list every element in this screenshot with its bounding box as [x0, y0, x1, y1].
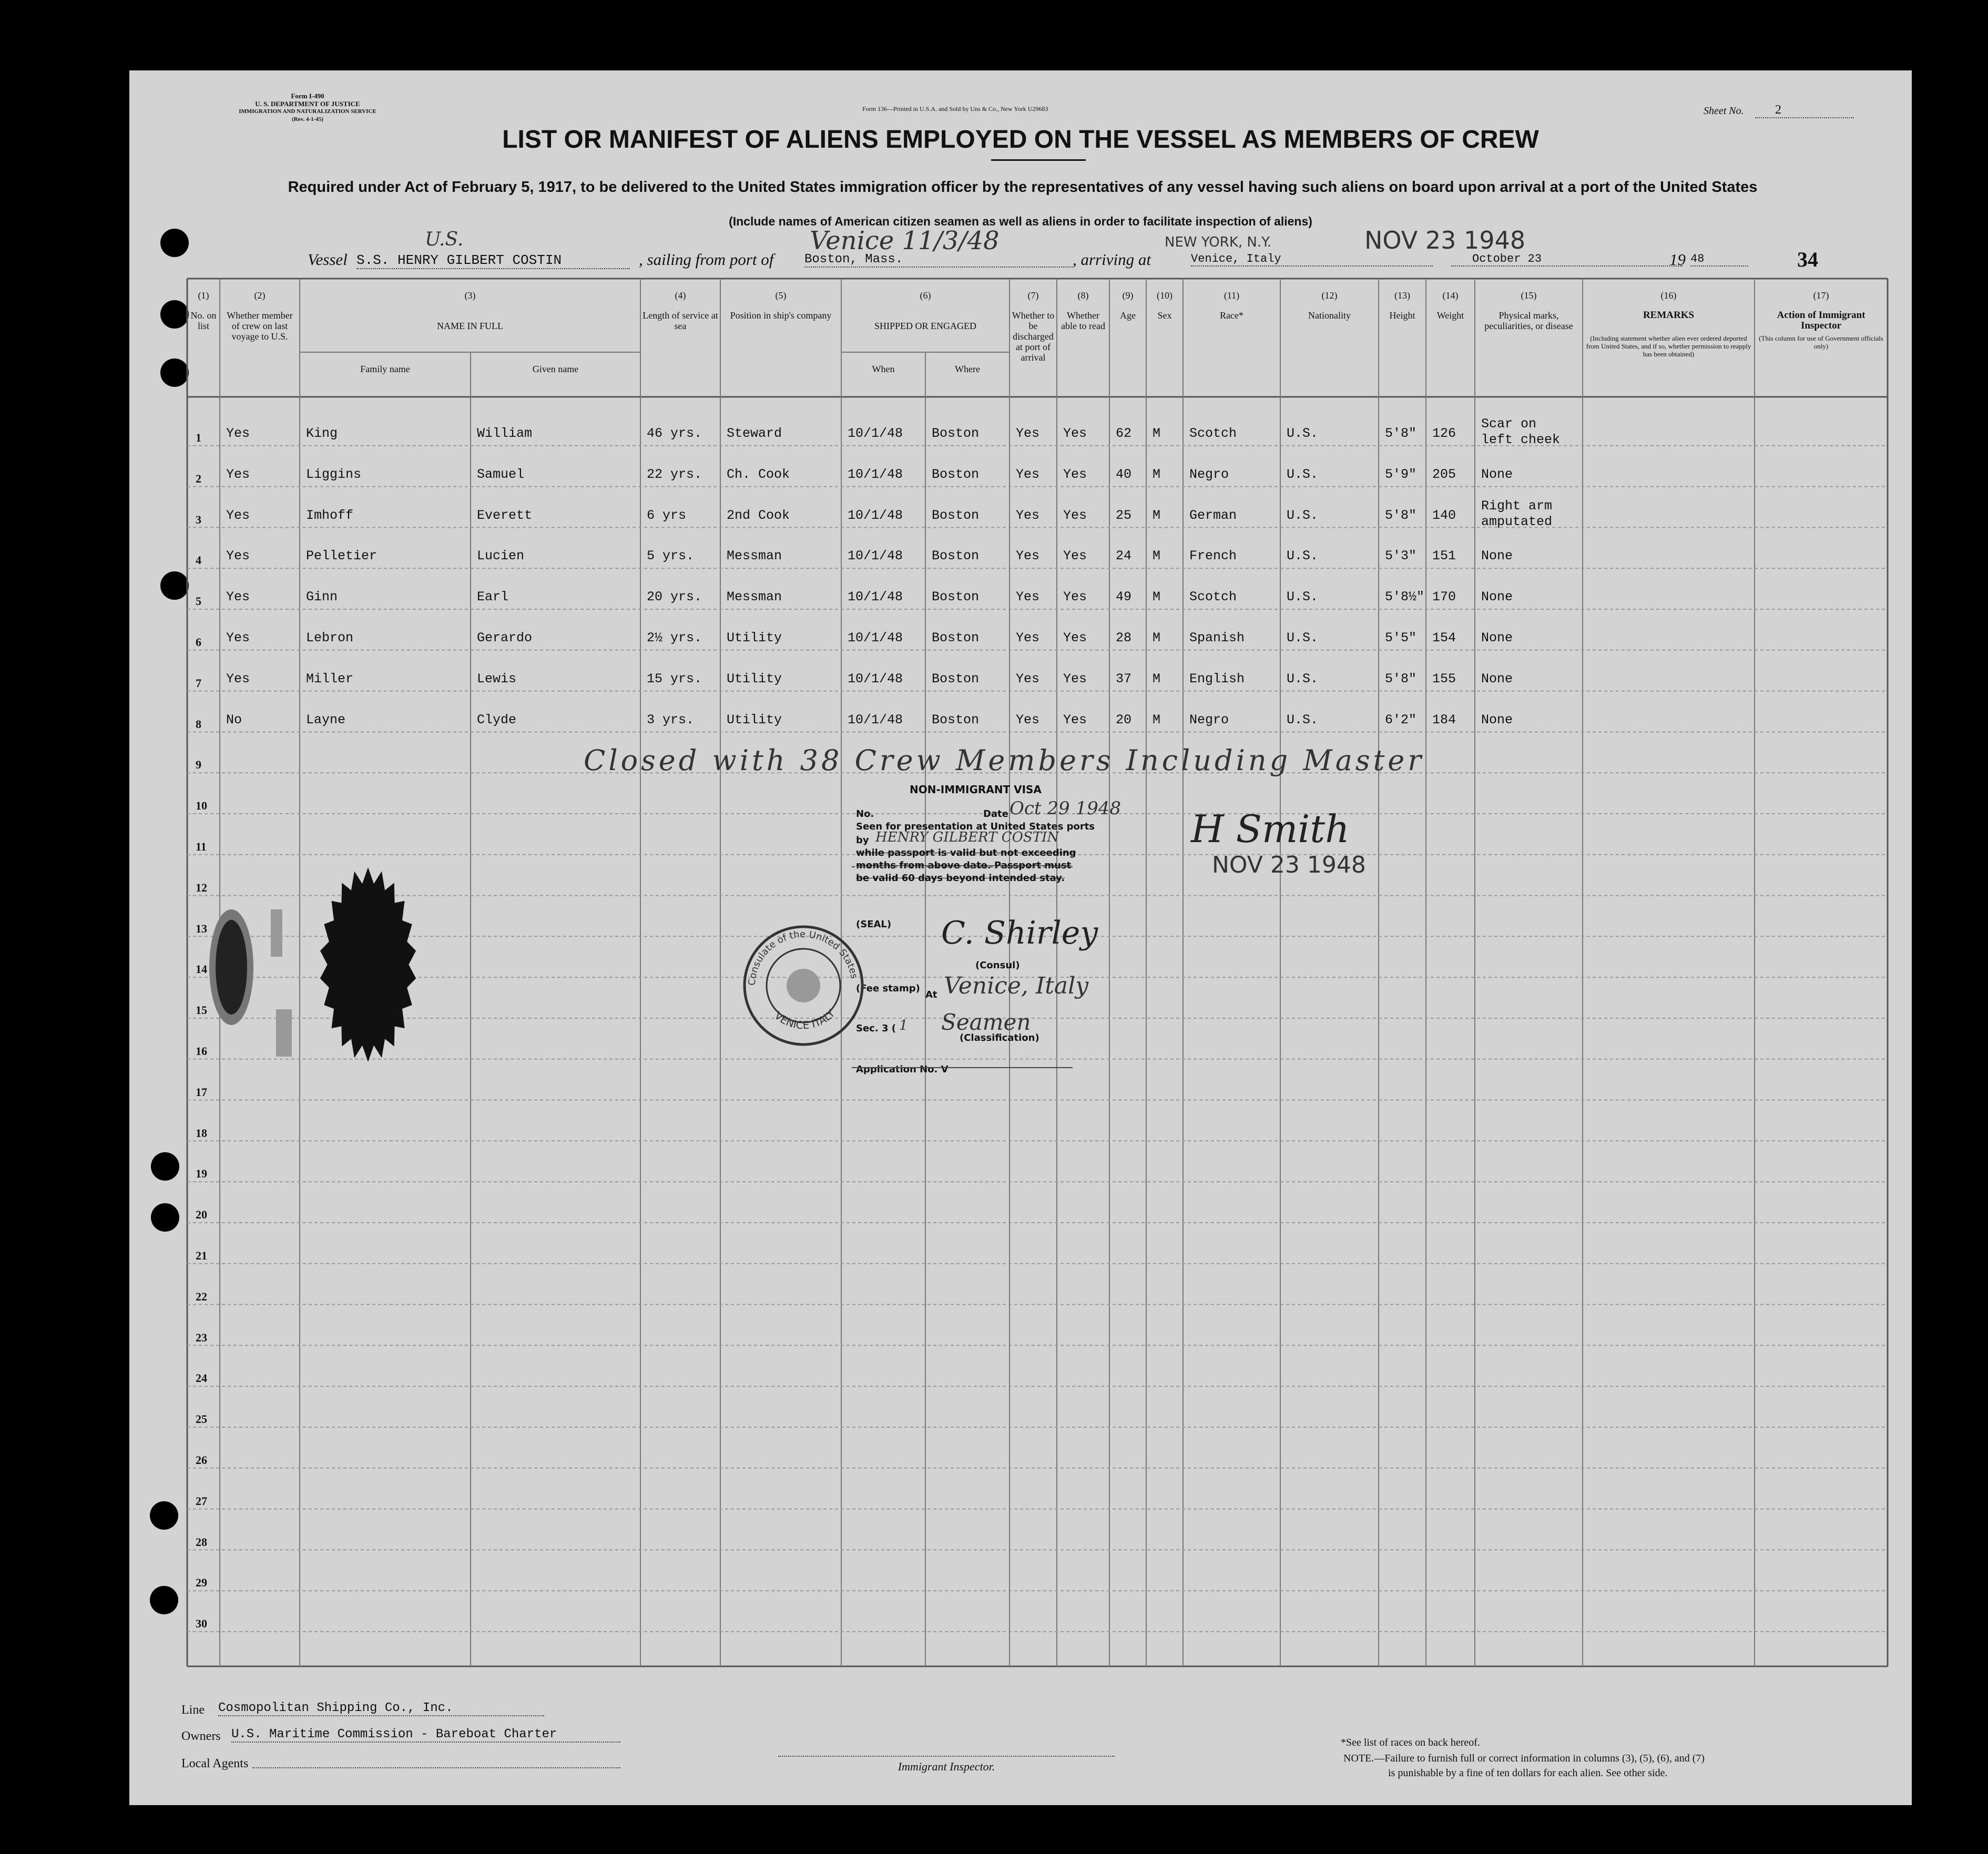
cell-where: Boston: [932, 712, 980, 728]
cell-position: Steward: [727, 426, 782, 441]
column-number: (7): [1027, 290, 1039, 301]
sailing-handwritten: Venice 11/3/48: [810, 226, 1000, 255]
column-header-label: Sex: [1157, 310, 1172, 321]
wax-seal-impression: [200, 904, 263, 1078]
column-number: (6): [920, 290, 931, 301]
row-line-number: 12: [196, 880, 207, 894]
cell-member: Yes: [226, 426, 250, 441]
owners-label: Owners: [181, 1729, 221, 1743]
cell-physical-marks: None: [1481, 548, 1513, 564]
row-line-number: 2: [196, 472, 201, 485]
row-line-number: 25: [196, 1412, 207, 1426]
include-note: (Include names of American citizen seamen as well as aliens in order to facilitate inspection of aliens): [729, 214, 1312, 228]
cell-sex: M: [1153, 507, 1161, 523]
column-number: (16): [1660, 290, 1677, 301]
cell-physical-marks: None: [1481, 671, 1513, 687]
cell-discharged: Yes: [1016, 589, 1040, 605]
owners-value: U.S. Maritime Commission - Bareboat Charter: [231, 1727, 620, 1743]
column-number: (9): [1122, 290, 1134, 301]
row-line-number: 3: [196, 513, 201, 526]
column-subheader: Given name: [532, 364, 579, 374]
cell-weight: 184: [1432, 712, 1456, 728]
inspector-signature-line: [778, 1756, 1115, 1757]
cell-given: William: [477, 426, 533, 441]
row-line-number: 18: [196, 1126, 207, 1140]
row-line-number: 17: [196, 1085, 207, 1099]
wax-seal-rosette: [315, 865, 421, 1064]
row-line-number: 23: [196, 1330, 207, 1344]
row-line-number: 13: [196, 921, 207, 935]
cell-height: 5'9": [1385, 466, 1417, 482]
cell-member: No: [226, 712, 242, 728]
column-header-label: Nationality: [1308, 310, 1351, 321]
row-line-number: 5: [196, 595, 201, 608]
cell-service: 22 yrs.: [647, 466, 702, 482]
cell-age: 20: [1116, 712, 1132, 728]
consulate-seal: [740, 923, 866, 1049]
cell-where: Boston: [932, 671, 980, 687]
row-line-number: 24: [196, 1371, 207, 1385]
cell-given: Samuel: [477, 466, 525, 482]
column-header-label: Weight: [1436, 310, 1464, 321]
inspector-label: Immigrant Inspector.: [898, 1760, 995, 1773]
visa-consul-label: (Consul): [975, 960, 1020, 971]
cell-age: 40: [1116, 466, 1132, 482]
cell-physical-marks: amputated: [1481, 514, 1553, 529]
cell-weight: 155: [1432, 671, 1456, 687]
cell-when: 10/1/48: [848, 426, 903, 441]
cell-race: German: [1189, 507, 1237, 523]
cell-nationality: U.S.: [1287, 712, 1319, 728]
column-header-label: SHIPPED OR ENGAGED: [874, 321, 976, 331]
cell-family: King: [306, 426, 338, 441]
cell-physical-marks: left cheek: [1481, 432, 1561, 447]
column-header-note: (Including statement whether alien ever ordered deported from United States, and if so, whether permission to reapply has been obtained): [1586, 334, 1751, 358]
form-info: [205, 92, 410, 124]
row-line-number: 8: [196, 717, 201, 731]
cell-physical-marks: None: [1481, 466, 1513, 482]
cell-nationality: U.S.: [1287, 548, 1319, 564]
year-prefix: 19: [1669, 250, 1686, 269]
local-agents-label: Local Agents: [181, 1757, 249, 1770]
cell-age: 62: [1116, 426, 1132, 441]
cell-read: Yes: [1063, 507, 1087, 523]
races-note: *See list of races on back hereof.: [1341, 1737, 1480, 1748]
row-line-number: 9: [196, 758, 201, 772]
column-subheader: Family name: [360, 364, 410, 374]
cell-member: Yes: [226, 671, 250, 687]
column-header-label: NAME IN FULL: [437, 321, 503, 331]
cell-position: Utility: [727, 671, 782, 687]
column-header-label: Action of Immigrant Inspector: [1777, 310, 1865, 331]
arrival-date: October 23: [1451, 252, 1683, 267]
column-header-label: Whether able to read: [1061, 310, 1105, 331]
visa-seal-label: (SEAL): [856, 919, 892, 930]
cell-family: Liggins: [306, 466, 362, 482]
cell-age: 25: [1116, 507, 1132, 523]
cell-weight: 151: [1432, 548, 1456, 564]
visa-separator-2: [852, 1067, 1073, 1068]
consul-signature: C. Shirley: [941, 915, 1098, 951]
row-line-number: 19: [196, 1167, 207, 1181]
seal-text-bottom: VENICE ITALY: [772, 1007, 838, 1032]
cell-when: 10/1/48: [848, 712, 903, 728]
cell-discharged: Yes: [1016, 548, 1040, 564]
cell-age: 24: [1116, 548, 1132, 564]
visa-application-label: Application No. V: [856, 1064, 949, 1075]
row-line-number: 16: [196, 1044, 207, 1058]
column-number: (12): [1321, 290, 1338, 301]
cell-member: Yes: [226, 548, 250, 564]
row-line-number: 30: [196, 1617, 207, 1631]
cell-discharged: Yes: [1016, 712, 1040, 728]
row-line-number: 4: [196, 554, 201, 567]
line-label: Line: [181, 1703, 205, 1717]
sailing-label: , sailing from port of: [639, 250, 774, 269]
cell-family: Miller: [306, 671, 354, 687]
cell-discharged: Yes: [1016, 507, 1040, 523]
cell-member: Yes: [226, 589, 250, 605]
cell-race: French: [1189, 548, 1237, 564]
cell-race: Scotch: [1189, 426, 1237, 441]
sheet-label: Sheet No.: [1704, 105, 1744, 117]
arriving-label: , arriving at: [1073, 250, 1151, 269]
row-line-number: 14: [196, 962, 207, 976]
visa-date-label: Date: [983, 808, 1008, 820]
svg-text:VENICE ITALY: [772, 1007, 838, 1031]
row-line-number: 11: [196, 840, 207, 853]
cell-age: 28: [1116, 630, 1132, 646]
cell-given: Lucien: [477, 548, 525, 564]
cell-when: 10/1/48: [848, 589, 903, 605]
cell-discharged: Yes: [1016, 466, 1040, 482]
page-number: 34: [1797, 248, 1818, 271]
cell-service: 46 yrs.: [647, 426, 702, 441]
column-number: (3): [464, 290, 476, 301]
row-line-number: 28: [196, 1535, 207, 1549]
cell-height: 5'8": [1385, 507, 1417, 523]
cell-member: Yes: [226, 466, 250, 482]
cell-sex: M: [1153, 589, 1161, 605]
inspector-date-stamp: NOV 23 1948: [1212, 852, 1366, 878]
column-header-label: Length of service at sea: [643, 310, 718, 331]
cell-position: Messman: [727, 548, 782, 564]
cell-family: Pelletier: [306, 548, 378, 564]
cell-service: 5 yrs.: [647, 548, 695, 564]
row-line-number: 6: [196, 636, 201, 649]
cell-read: Yes: [1063, 630, 1087, 646]
column-header-label: No. on list: [190, 310, 217, 331]
cell-discharged: Yes: [1016, 671, 1040, 687]
printer-note: Form 136—Printed in U.S.A. and Sold by Uns & Co., New York U29683: [862, 105, 1048, 112]
sheet-number: 2: [1755, 103, 1854, 118]
cell-sex: M: [1153, 671, 1161, 687]
vessel-handwritten: U.S.: [425, 229, 464, 250]
cell-where: Boston: [932, 589, 980, 605]
cell-weight: 154: [1432, 630, 1456, 646]
cell-discharged: Yes: [1016, 426, 1040, 441]
column-header-note: (This column for use of Government officials only): [1759, 334, 1883, 350]
row-line-number: 7: [196, 676, 201, 690]
visa-at-label: At: [925, 989, 937, 1000]
cell-service: 20 yrs.: [647, 589, 702, 605]
visa-stamp: [852, 783, 1125, 1078]
cell-sex: M: [1153, 426, 1161, 441]
cell-height: 5'3": [1385, 548, 1417, 564]
year: 48: [1690, 252, 1748, 267]
row-line-number: 20: [196, 1208, 207, 1222]
required-statement: Required under Act of February 5, 1917, to be delivered to the United States immigration officer by the representatives of any vessel having such aliens on board upon arrival at a port of the United States: [288, 179, 1758, 196]
column-number: (10): [1157, 290, 1173, 301]
visa-separator-1: [852, 866, 1073, 867]
cell-physical-marks: None: [1481, 712, 1513, 728]
cell-when: 10/1/48: [848, 466, 903, 482]
title-underline: [991, 159, 1086, 161]
cell-read: Yes: [1063, 466, 1087, 482]
column-number: (17): [1813, 290, 1829, 301]
cell-where: Boston: [932, 630, 980, 646]
visa-seen-line: Seen for presentation at United States ports: [856, 821, 1095, 832]
cell-physical-marks: Right arm: [1481, 498, 1553, 514]
cell-service: 3 yrs.: [647, 712, 695, 728]
cell-where: Boston: [932, 507, 980, 523]
cell-nationality: U.S.: [1287, 630, 1319, 646]
visa-title: NON-IMMIGRANT VISA: [910, 783, 1042, 796]
vessel-label: Vessel: [308, 250, 348, 269]
cell-where: Boston: [932, 426, 980, 441]
cell-race: Negro: [1189, 466, 1229, 482]
column-number: (13): [1394, 290, 1410, 301]
arriving-port: Venice, Italy: [1191, 252, 1433, 267]
cell-service: 15 yrs.: [647, 671, 702, 687]
column-number: (15): [1521, 290, 1537, 301]
column-number: (5): [775, 290, 787, 301]
cell-nationality: U.S.: [1287, 507, 1319, 523]
service-name: IMMIGRATION AND NATURALIZATION SERVICE: [239, 108, 376, 115]
seal-text-top: Consulate of the United States: [746, 928, 860, 986]
cell-sex: M: [1153, 712, 1161, 728]
page-title: LIST OR MANIFEST OF ALIENS EMPLOYED ON THE VESSEL AS MEMBERS OF CREW: [502, 126, 1539, 153]
visa-classification-label: (Classification): [960, 1032, 1039, 1043]
column-header-label: Position in ship's company: [730, 310, 832, 321]
cell-given: Lewis: [477, 671, 517, 687]
cell-sex: M: [1153, 548, 1161, 564]
cell-height: 5'8": [1385, 671, 1417, 687]
cell-read: Yes: [1063, 589, 1087, 605]
cell-nationality: U.S.: [1287, 426, 1319, 441]
arrival-date-stamp: NOV 23 1948: [1364, 226, 1526, 254]
column-subheader: Where: [955, 364, 980, 374]
cell-position: Messman: [727, 589, 782, 605]
cell-weight: 140: [1432, 507, 1456, 523]
cell-physical-marks: Scar on: [1481, 416, 1537, 432]
cell-height: 5'8½": [1385, 589, 1425, 605]
form-label: Form I-490: [291, 92, 324, 100]
row-line-number: 22: [196, 1289, 207, 1303]
cell-nationality: U.S.: [1287, 466, 1319, 482]
row-line-number: 26: [196, 1453, 207, 1467]
fine-note-2: is punishable by a fine of ten dollars for each alien. See other side.: [1388, 1767, 1668, 1779]
cell-service: 2½ yrs.: [647, 630, 702, 646]
cell-where: Boston: [932, 548, 980, 564]
cell-read: Yes: [1063, 426, 1087, 441]
column-number: (1): [198, 290, 209, 301]
visa-fee-label: (Fee stamp): [856, 983, 920, 994]
visa-sec-num: 1: [899, 1018, 908, 1033]
cell-read: Yes: [1063, 671, 1087, 687]
closing-note: Closed with 38 Crew Members Including Master: [584, 744, 1425, 777]
cell-position: Ch. Cook: [727, 466, 790, 482]
row-line-number: 15: [196, 1003, 207, 1017]
cell-given: Gerardo: [477, 630, 533, 646]
cell-age: 37: [1116, 671, 1132, 687]
cell-member: Yes: [226, 630, 250, 646]
visa-line-3: while passport is valid but not exceeding: [856, 847, 1076, 858]
wax-seal-smudge: [263, 904, 305, 1062]
cell-weight: 205: [1432, 466, 1456, 482]
column-number: (2): [254, 290, 266, 301]
cell-given: Earl: [477, 589, 509, 605]
cell-when: 10/1/48: [848, 671, 903, 687]
cell-height: 6'2": [1385, 712, 1417, 728]
cell-family: Layne: [306, 712, 346, 728]
cell-family: Ginn: [306, 589, 338, 605]
cell-physical-marks: None: [1481, 589, 1513, 605]
row-line-number: 29: [196, 1576, 207, 1590]
cell-weight: 170: [1432, 589, 1456, 605]
local-agents-line: [252, 1767, 620, 1768]
cell-height: 5'5": [1385, 630, 1417, 646]
cell-given: Clyde: [477, 712, 517, 728]
cell-family: Lebron: [306, 630, 354, 646]
visa-by-value: HENRY GILBERT COSTIN: [875, 829, 1059, 845]
cell-race: English: [1189, 671, 1245, 687]
visa-classification: Seamen: [941, 1009, 1031, 1035]
column-number: (14): [1442, 290, 1459, 301]
cell-where: Boston: [932, 466, 980, 482]
fine-note-1: NOTE.—Failure to furnish full or correct information in columns (3), (5), (6), and (7): [1343, 1753, 1705, 1764]
vessel-name: S.S. HENRY GILBERT COSTIN: [356, 252, 630, 269]
column-header-label: Race*: [1220, 310, 1243, 321]
arriving-stamp: NEW YORK, N.Y.: [1165, 234, 1272, 250]
visa-line-5: be valid 60 days beyond intended stay.: [856, 873, 1065, 884]
cell-physical-marks: None: [1481, 630, 1513, 646]
cell-sex: M: [1153, 466, 1161, 482]
visa-by-label: by: [856, 835, 869, 846]
cell-discharged: Yes: [1016, 630, 1040, 646]
department: U. S. DEPARTMENT OF JUSTICE: [255, 100, 360, 108]
visa-sec-label: Sec. 3 (: [856, 1023, 896, 1034]
cell-when: 10/1/48: [848, 548, 903, 564]
column-number: (11): [1224, 290, 1240, 301]
inspector-initials: H Smith: [1191, 807, 1350, 851]
cell-race: Negro: [1189, 712, 1229, 728]
cell-position: Utility: [727, 630, 782, 646]
column-subheader: When: [872, 364, 895, 374]
revision: (Rev. 4-1-45): [292, 116, 323, 122]
cell-nationality: U.S.: [1287, 671, 1319, 687]
cell-family: Imhoff: [306, 507, 354, 523]
cell-given: Everett: [477, 507, 533, 523]
cell-race: Spanish: [1189, 630, 1245, 646]
sailing-port: Boston, Mass.: [804, 252, 1073, 268]
cell-height: 5'8": [1385, 426, 1417, 441]
cell-when: 10/1/48: [848, 630, 903, 646]
line-value: Cosmopolitan Shipping Co., Inc.: [218, 1701, 544, 1716]
column-header-label: REMARKS: [1643, 310, 1695, 321]
cell-read: Yes: [1063, 548, 1087, 564]
column-number: (4): [675, 290, 686, 301]
cell-position: Utility: [727, 712, 782, 728]
column-header-label: Physical marks, peculiarities, or disease: [1484, 310, 1573, 331]
cell-service: 6 yrs: [647, 507, 687, 523]
visa-date-value: Oct 29 1948: [1010, 798, 1121, 819]
visa-no-label: No.: [856, 808, 874, 820]
column-header-label: Age: [1120, 310, 1136, 321]
cell-race: Scotch: [1189, 589, 1237, 605]
cell-position: 2nd Cook: [727, 507, 790, 523]
row-line-number: 27: [196, 1494, 207, 1508]
row-line-number: 21: [196, 1249, 207, 1262]
cell-weight: 126: [1432, 426, 1456, 441]
cell-age: 49: [1116, 589, 1132, 605]
cell-sex: M: [1153, 630, 1161, 646]
column-header-label: Height: [1389, 310, 1415, 321]
visa-line-4: months from above date. Passport must: [856, 860, 1072, 871]
cell-member: Yes: [226, 507, 250, 523]
cell-when: 10/1/48: [848, 507, 903, 523]
cell-nationality: U.S.: [1287, 589, 1319, 605]
column-number: (8): [1077, 290, 1089, 301]
column-header-label: Whether to be discharged at port of arrival: [1012, 310, 1055, 363]
column-header-label: Whether member of crew on last voyage to U.S.: [227, 310, 293, 342]
visa-at-value: Venice, Italy: [944, 972, 1089, 999]
cell-read: Yes: [1063, 712, 1087, 728]
row-line-number: 1: [196, 431, 201, 444]
row-line-number: 10: [196, 799, 207, 813]
